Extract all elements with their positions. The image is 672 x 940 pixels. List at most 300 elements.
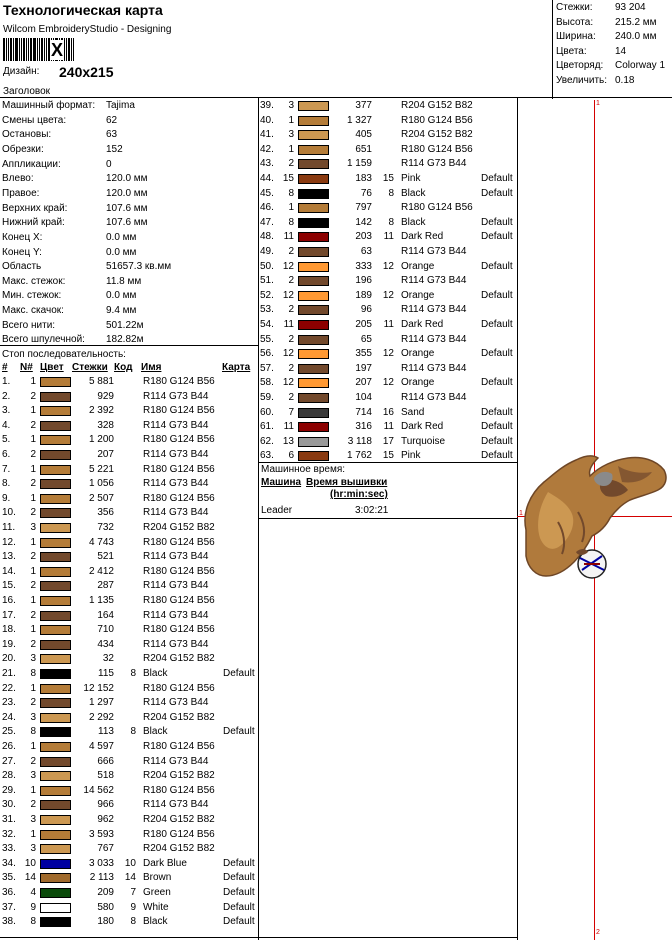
preview-mark-bottom: 2 [596,929,600,936]
thread-name: R204 G152 B82 [143,653,215,665]
row-number: 50. [260,260,274,272]
needle-number: 4 [30,887,36,898]
thread-code: 11 [383,231,394,243]
stitch-count: 5 881 [88,376,114,387]
stat-label: Ширина: [556,31,596,43]
thread-code: 12 [382,289,394,301]
row-number: 30. [2,799,16,811]
stitch-count: 207 [355,377,372,389]
table-row [2,550,257,565]
info-label: Область [2,261,42,273]
color-swatch [298,320,329,330]
bottom-border [0,937,517,938]
thread-name: R114 G73 B44 [401,304,467,316]
info-value: Tajima [106,100,135,111]
table-row [260,143,515,158]
needle-number: 7 [288,406,294,418]
stitch-count: 2 507 [88,492,114,504]
thread-name: R180 G124 B56 [143,682,215,694]
color-swatch [298,189,329,199]
stitch-count: 797 [355,202,372,214]
design-label: Дизайн: [3,66,40,77]
col-n-header: N# [20,362,33,373]
barcode-bar [8,38,9,61]
needle-number: 2 [30,755,36,767]
thread-name: Turquoise [401,435,446,447]
stitch-count: 714 [355,406,372,418]
row-number: 2. [2,390,11,402]
thread-code: 16 [382,406,394,418]
needle-number: 1 [30,463,36,475]
needle-number: 8 [288,216,294,228]
table-row [2,521,257,536]
stitch-count: 205 [355,319,372,330]
row-number: 33. [2,843,16,855]
thread-name: Dark Blue [143,857,187,869]
needle-number: 2 [30,580,36,592]
needle-number: 1 [30,682,36,694]
table-row [260,420,515,435]
stitch-count: 666 [97,755,114,767]
stitch-count: 3 033 [88,857,114,869]
table-row [260,406,515,421]
needle-number: 1 [288,114,294,126]
stitch-count: 1 056 [88,478,114,490]
thread-name: R180 G124 B56 [143,434,215,446]
table-row [2,419,257,434]
color-swatch [298,276,329,286]
needle-number: 3 [30,522,36,533]
table-row [2,477,257,492]
thread-name: R180 G124 B56 [143,828,215,840]
stitch-count: 405 [355,129,372,141]
thread-name: R180 G124 B56 [143,376,215,387]
color-swatch [40,465,71,475]
stitch-count: 356 [97,507,114,519]
info-value: 107.6 мм [106,217,148,229]
table-row [2,901,257,916]
table-row [2,506,257,521]
stitch-count: 651 [355,143,372,155]
thread-name: R180 G124 B56 [143,405,215,417]
needle-number: 8 [30,726,36,738]
stitch-count: 710 [97,624,114,636]
row-number: 43. [260,158,274,170]
thread-name: Orange [401,377,435,389]
thread-name: R180 G124 B56 [401,202,473,214]
stitch-count: 14 562 [83,784,114,796]
color-swatch [40,903,71,913]
thread-code: 8 [130,916,136,928]
thread-name: Brown [143,872,172,884]
thread-name: R180 G124 B56 [143,492,215,504]
barcode-bar [26,38,27,61]
color-swatch [40,479,71,489]
stats-divider [552,0,553,99]
stitch-count: 1 200 [88,434,114,446]
thread-chart: Default [481,187,513,199]
row-number: 6. [2,449,11,460]
info-row [2,319,257,334]
stat-label: Цветоряд: [556,60,604,72]
info-row [2,246,257,261]
machine-col-header: Машина [261,477,302,488]
header-divider [0,97,672,98]
table-row [260,391,515,406]
color-swatch [40,581,71,591]
stitch-count: 209 [97,887,114,898]
row-number: 58. [260,377,274,389]
color-swatch [40,830,71,840]
thread-chart: Default [481,216,513,228]
table-row [2,536,257,551]
thread-chart: Default [223,857,255,869]
thread-chart: Default [481,289,513,301]
needle-number: 8 [30,668,36,679]
color-swatch [40,917,71,927]
stitch-count: 203 [355,231,372,243]
needle-number: 2 [30,609,36,621]
needle-number: 2 [30,449,36,460]
info-value: 63 [106,129,118,141]
stitch-count: 4 597 [88,741,114,752]
stat-label: Стежки: [556,2,593,13]
needle-number: 8 [288,187,294,199]
thread-name: Orange [401,260,435,272]
table-row [260,449,515,464]
table-row [260,362,515,377]
thread-code: 12 [382,348,394,360]
color-swatch [40,669,71,679]
table-row [2,784,257,799]
thread-code: 14 [124,872,136,884]
stat-value: Colorway 1 [615,60,666,72]
thread-chart: Default [223,916,255,928]
needle-number: 1 [30,376,36,387]
row-number: 63. [260,450,274,462]
row-number: 12. [2,536,16,548]
info-row [2,216,257,231]
stitch-count: 12 152 [83,682,114,694]
row-number: 44. [260,173,274,184]
heading-label: Заголовок [3,86,51,97]
row-number: 13. [2,551,16,563]
thread-chart: Default [481,406,513,418]
info-label: Смены цвета: [2,114,67,126]
thread-name: Pink [401,173,421,184]
needle-number: 1 [30,536,36,548]
table-row [260,230,515,245]
thread-name: R114 G73 B44 [401,392,467,403]
info-row [2,158,257,173]
col-chart-header: Карта [222,362,251,373]
table-row [2,755,257,770]
stitch-count: 196 [355,275,372,287]
needle-number: 2 [288,333,294,345]
needle-number: 1 [30,405,36,417]
color-swatch [40,538,71,548]
row-number: 38. [2,916,16,928]
thread-chart: Default [481,435,513,447]
table-row [2,609,257,624]
table-row [260,347,515,362]
thread-name: White [143,901,169,913]
thread-chart: Default [223,872,255,884]
needle-number: 1 [30,741,36,752]
row-number: 8. [2,478,11,490]
row-number: 29. [2,784,16,796]
table-row [2,769,257,784]
table-row [260,274,515,289]
thread-name: R114 G73 B44 [143,799,209,811]
color-swatch [40,611,71,621]
color-swatch [298,305,329,315]
needle-number: 12 [282,289,294,301]
thread-name: R114 G73 B44 [401,275,467,287]
table-row [2,448,257,463]
stitch-count: 966 [97,799,114,811]
needle-number: 2 [30,697,36,709]
color-swatch [40,742,71,752]
row-number: 59. [260,392,274,403]
color-swatch [298,408,329,418]
info-row [2,99,257,114]
row-number: 47. [260,216,274,228]
stitch-count: 96 [360,304,372,316]
thread-code: 15 [382,173,394,184]
stitch-count: 113 [98,726,114,738]
color-swatch [40,523,71,533]
needle-number: 2 [288,275,294,287]
table-row [2,375,257,390]
needle-number: 1 [288,143,294,155]
needle-number: 2 [30,551,36,563]
needle-number: 2 [30,507,36,519]
thread-name: R114 G73 B44 [143,551,209,563]
needle-number: 9 [30,901,36,913]
thread-name: R114 G73 B44 [143,390,209,402]
row-number: 55. [260,333,274,345]
needle-number: 1 [30,624,36,636]
info-label: Остановы: [2,129,52,141]
machine-time: 3:02:21 [355,505,389,516]
needle-number: 3 [30,843,36,855]
thread-name: Dark Red [401,231,444,243]
barcode-bar [73,38,74,61]
needle-number: 10 [24,857,36,869]
thread-name: R114 G73 B44 [401,333,467,345]
info-label: Конец Y: [2,246,42,258]
stitch-count: 4 743 [88,536,114,548]
info-row [2,304,257,319]
color-swatch [40,888,71,898]
info-value: 0.0 мм [106,231,137,243]
needle-number: 3 [30,770,36,782]
color-swatch [298,130,329,140]
needle-number: 11 [283,319,294,330]
table-row [260,187,515,202]
needle-number: 2 [288,158,294,170]
stitch-count: 164 [97,609,114,621]
table-row [260,128,515,143]
table-row [260,260,515,275]
thread-name: Sand [401,406,425,418]
thread-name: R114 G73 B44 [143,697,209,709]
thread-code: 8 [130,726,136,738]
color-swatch [40,406,71,416]
info-value: 120.0 мм [106,173,148,185]
info-row [2,172,257,187]
row-number: 40. [260,114,274,126]
info-row [2,202,257,217]
row-number: 35. [2,872,16,884]
thread-name: R114 G73 B44 [143,478,209,490]
row-number: 24. [2,711,16,723]
barcode-bar [68,38,70,61]
table-row [2,652,257,667]
thread-name: R180 G124 B56 [143,784,215,796]
thread-name: Black [401,187,426,199]
needle-number: 1 [30,828,36,840]
row-number: 28. [2,770,16,782]
thread-name: R180 G124 B56 [143,595,215,606]
info-row [2,260,257,275]
info-value: 0.0 мм [106,290,137,302]
stitch-count: 104 [355,392,372,403]
barcode-bar [46,38,47,61]
barcode-bar [23,38,25,61]
barcode-bar [10,38,12,61]
row-number: 23. [2,697,16,709]
stitch-count: 1 297 [88,697,114,709]
row-number: 49. [260,246,274,257]
stitch-count: 5 221 [88,463,114,475]
thread-name: R114 G73 B44 [143,638,209,650]
info-label: Мин. стежок: [2,290,62,302]
needle-number: 2 [288,362,294,374]
thread-code: 11 [383,421,394,433]
machine-name: Leader [261,505,293,516]
info-value: 11.8 мм [106,275,142,287]
needle-number: 11 [283,421,294,433]
row-number: 5. [2,434,11,446]
info-row [2,143,257,158]
barcode-bar [19,38,20,61]
needle-number: 3 [30,653,36,665]
stitch-count: 767 [97,843,114,855]
table-row [2,390,257,405]
machine-time-title: Машинное время: [261,464,346,475]
thread-name: R180 G124 B56 [143,624,215,636]
row-number: 36. [2,887,16,898]
stitch-count: 3 118 [347,435,372,447]
col-num-header: # [2,362,8,373]
table-row [260,216,515,231]
color-swatch [40,873,71,883]
barcode-bar [13,38,14,61]
thread-code: 10 [124,857,136,869]
table-row [260,303,515,318]
needle-number: 2 [30,638,36,650]
info-label: Нижний край: [2,217,65,229]
table-row [260,172,515,187]
thread-chart: Default [481,421,513,433]
row-number: 60. [260,406,274,418]
color-swatch [40,771,71,781]
stat-row [556,75,672,90]
table-row [2,740,257,755]
table-row [2,492,257,507]
thread-chart: Default [481,377,513,389]
barcode-bar [48,38,50,61]
stitch-count: 2 292 [88,711,114,723]
color-swatch [298,437,329,447]
info-label: Верхних край: [2,202,68,214]
color-swatch [298,393,329,403]
color-swatch [40,859,71,869]
info-row [2,275,257,290]
color-swatch [40,698,71,708]
stitch-count: 1 327 [346,114,372,126]
thread-name: R114 G73 B44 [143,507,209,519]
barcode-bar [33,38,36,61]
table-row [2,565,257,580]
stitch-count: 207 [97,449,114,460]
needle-number: 8 [30,916,36,928]
stitch-count: 580 [97,901,114,913]
thread-code: 12 [382,377,394,389]
stat-row [556,46,672,61]
thread-name: R204 G152 B82 [143,814,215,825]
barcode-bar [64,38,65,61]
row-number: 39. [260,100,274,111]
color-swatch [298,232,329,242]
row-number: 54. [260,319,274,330]
thread-name: R180 G124 B56 [401,143,473,155]
barcode-bar [37,38,38,61]
row-number: 31. [2,814,16,825]
row-number: 19. [2,638,16,650]
thread-name: R114 G73 B44 [143,580,209,592]
needle-number: 1 [30,434,36,446]
color-swatch [298,218,329,228]
needle-number: 2 [288,392,294,403]
color-swatch [298,145,329,155]
stitch-count: 377 [355,100,372,111]
table-row [2,857,257,872]
eagle-design-preview-icon [518,452,672,584]
color-swatch [298,364,329,374]
color-swatch [40,625,71,635]
row-number: 4. [2,419,11,431]
row-number: 51. [260,275,274,287]
needle-number: 2 [30,478,36,490]
color-swatch [298,291,329,301]
thread-name: R114 G73 B44 [143,449,209,460]
stat-label: Цвета: [556,45,587,57]
thread-code: 12 [382,260,394,272]
table-row [2,623,257,638]
color-swatch [40,450,71,460]
stitch-count: 76 [360,187,372,199]
color-swatch [40,713,71,723]
stitch-count: 962 [97,814,114,825]
color-swatch [40,508,71,518]
table-row [260,245,515,260]
thread-name: R180 G124 B56 [143,536,215,548]
stitch-count: 316 [355,421,372,433]
stat-label: Увеличить: [556,75,608,86]
